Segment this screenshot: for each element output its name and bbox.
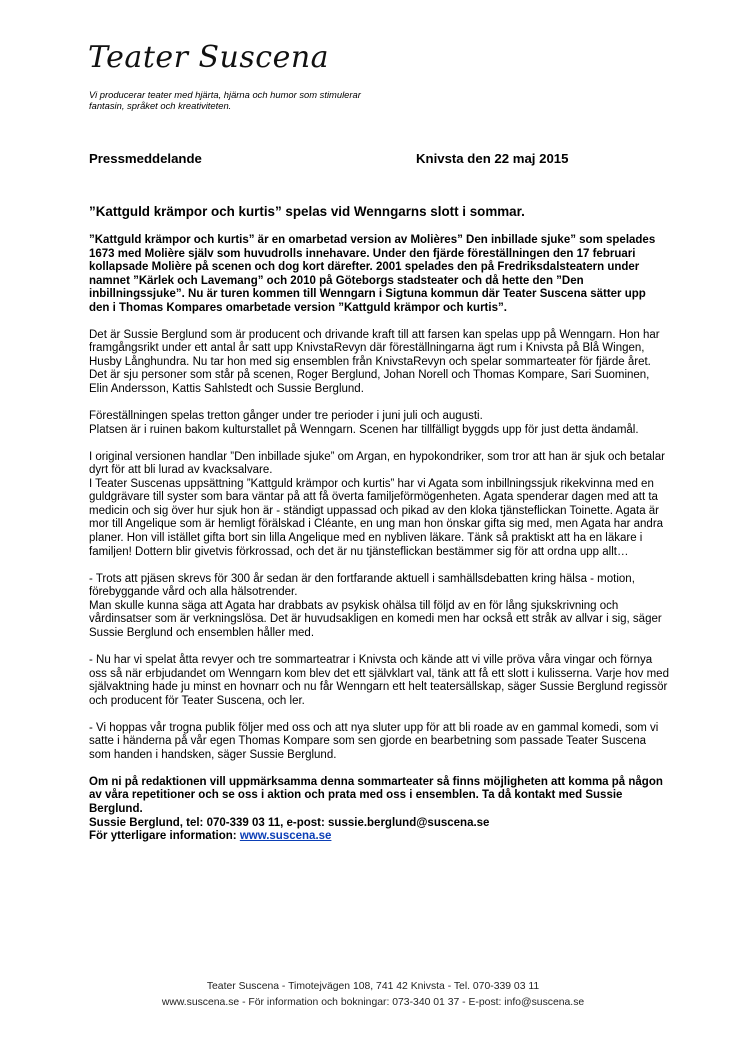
paragraph-text: I original versionen handlar ”Den inbillade sjuke” om Argan, en hypokondriker, som tror att han är sjuk och betalar dyrt för att bli lurad av kvacksalvare. [89, 450, 665, 477]
intro-paragraph: ”Kattguld krämpor och kurtis” är en omarbetad version av Molières” Den inbillade sjuke” som spelades 1673 med Molière själv som huvudrolls innehavare. Under den fjärde föreställningen den 17 februari kollapsade Molière på scenen och dog kort därefter. 2001 spelades den på Fredriksdalsteatern under namnet ”Kärlek och Lavemang” och 2010 på Göteborgs stadsteater och då hette den ”Den inbillningssjuke”. Nu är turen kommen till Wenngarn i Sigtuna kommun där Teater Suscena sätter upp den i Thomas Kompares omarbetade version ”Kattguld krämpor och kurtis”. [89, 234, 656, 314]
contact-person: Sussie Berglund, tel: 070-339 03 11, e-post: sussie.berglund@suscena.se [89, 816, 490, 829]
paragraph: - Vi hoppas vår trogna publik följer med oss och att nya sluter upp för att bli roade av en gammal komedi, som vi satte i händerna på vår egen Thomas Kompare som sen gjorde en bearbetning som passade Teater Suscena som handen i handsken, säger Sussie Berglund. [89, 721, 659, 761]
contact-block [89, 776, 669, 844]
contact-invite: Om ni på redaktionen vill uppmärksamma denna sommarteater så finns möjligheten att komma på någon av våra repetitioner och se oss i aktion och prata med oss i ensemblen. Ta då kontakt med Sussie Berglund. [89, 775, 663, 815]
paragraph-text: I Teater Suscenas uppsättning ”Kattguld krämpor och kurtis” har vi Agata som inbillningssjuk rikekvinna med en guldgrävare till syster som bara väntar på att få överta familjeförmögenheten. Agata spenderar dagen med att ta medicin och sig över hur sjuk hon är - ständigt uppassad och pikad av den kloka tjänsteflickan Toinette. Agata är mor till Angelique som är hemligt förälskad i Cléante, en ung man hon önskar gifta sig med, men Agata har andra planer. Hon vill istället gifta bort sin lilla Angelique med en nybliven läkare. Tänk så praktiskt att ha en läkare i familjen! Dottern blir givetvis förkrossad, och det är nu tjänsteflickan bestämmer sig för att ordna upp allt… [89, 477, 664, 558]
place-date: Knivsta den 22 maj 2015 [416, 151, 569, 166]
paragraph [89, 410, 669, 437]
paragraph-text: Platsen är i ruinen bakom kulturstallet på Wenngarn. Scenen har tillfälligt byggds upp för just detta ändamål. [89, 423, 639, 436]
paragraph [89, 451, 669, 559]
footer-contact: www.suscena.se - För information och bokningar: 073-340 01 37 - E-post: info@suscena.se [161, 997, 585, 1008]
paragraph-text: Det är Sussie Berglund som är producent och drivande kraft till att farsen kan spelas upp på Wenngarn. Hon har framgångsrikt under ett antal år satt upp KnivstaRevyn där föreställningarna ägt rum i Knivsta på Blå Wingen, Husby Långhundra. Nu tar hon med sig ensemblen från KnivstaRevyn och spelar sommarteater för fjärde året. [89, 328, 660, 368]
paragraph-text: Man skulle kunna säga att Agata har drabbats av psykisk ohälsa till följd av en för lång sjukskrivning och vårdinsatser som är verkningslösa. Det är huvudsakligen en komedi men har också ett stråk av allvar i sig, säger Sussie Berglund och ensemblen håller med. [89, 599, 662, 639]
paragraph-text: Det är sju personer som står på scenen, Roger Berglund, Johan Norell och Thomas Kompare, Sari Suominen, Elin Andersson, Kattis Sahlstedt och Sussie Berglund. [89, 369, 650, 396]
footer-address: Teater Suscena - Timotejvägen 108, 741 42 Knivsta - Tel. 070-339 03 11 [206, 981, 540, 992]
paragraph [89, 573, 669, 641]
paragraph: - Nu har vi spelat åtta revyer och tre sommarteatrar i Knivsta och kände att vi ville pröva våra vingar och förnya oss så när erbjudandet om Wenngarn kom blev det ett självklart val, tänk att få ett slott i kulisserna. Varje hov med självaktning hade ju minst en hovnarr och nu får Wenngarn ett helt teatersällskap, säger Sussie Berglund regissör och producent för Teater Suscena, och ler. [89, 653, 669, 707]
paragraph-text: - Trots att pjäsen skrevs för 300 år sedan är den fortfarande aktuell i samhällsdebatten kring hälsa - motion, förebyggande vård och alla hälsotrender. [89, 572, 635, 599]
logo: Teater Suscena [88, 40, 330, 75]
paragraph-text: Föreställningen spelas tretton gånger under tre perioder i juni juli och augusti. [89, 410, 483, 423]
document-type-label: Pressmeddelande [89, 151, 202, 166]
body-text [89, 234, 669, 857]
headline: ”Kattguld krämpor och kurtis” spelas vid Wenngarns slott i sommar. [89, 204, 525, 219]
tagline: Vi producerar teater med hjärta, hjärna och humor som stimulerar fantasin, språket och kreativiteten. [89, 89, 361, 111]
paragraph [89, 329, 669, 397]
website-link[interactable]: www.suscena.se [239, 830, 332, 843]
more-info-label: För ytterligare information: [89, 830, 237, 843]
